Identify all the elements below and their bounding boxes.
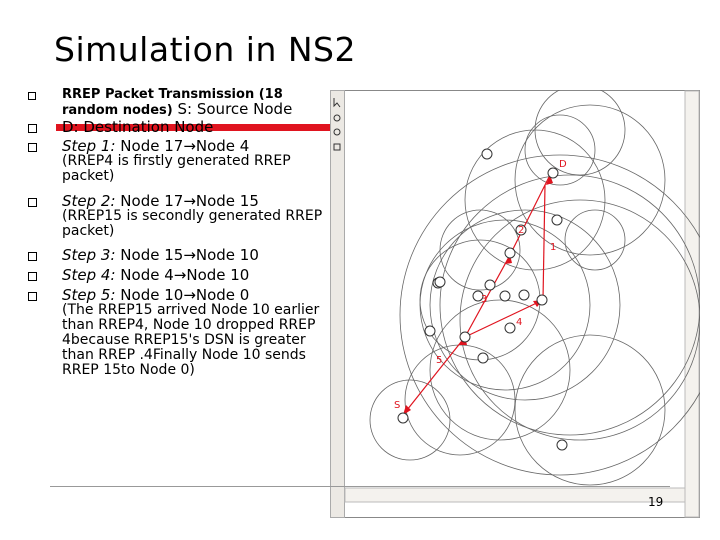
bullet-text	[62, 86, 328, 118]
scrollbar-horizontal[interactable]	[345, 488, 685, 502]
scrollbar[interactable]	[685, 91, 699, 517]
bullet-text	[62, 268, 328, 283]
step-from: Node 15	[115, 246, 184, 264]
step-label: Step 2:	[62, 192, 116, 210]
bullet-box-icon	[28, 252, 37, 261]
step-from: Node 17	[115, 192, 184, 210]
toolbar	[331, 91, 345, 518]
label-source: S	[394, 400, 401, 411]
ns2-simulation-screenshot	[330, 90, 700, 518]
slide-title: Simulation in NS2	[54, 30, 356, 69]
bullet-box-icon	[28, 272, 37, 281]
bullet-box-icon	[28, 143, 37, 152]
bullet-text: D: Destination Node	[62, 118, 214, 136]
bullet-box-icon	[28, 92, 36, 100]
step-from: Node 17	[115, 137, 184, 155]
label-destination: D	[559, 159, 567, 170]
network-diagram	[330, 90, 700, 518]
bullet-text	[62, 248, 328, 263]
step-to: Node 10	[195, 246, 259, 264]
label-step-1: 1	[550, 242, 557, 253]
bullet-text	[62, 139, 328, 184]
step-from: Node 4	[115, 266, 174, 284]
step-to: Node 15	[195, 192, 259, 210]
step-note: (RREP4 is firstly generated RREP packet)	[62, 153, 291, 184]
page-number: 19	[648, 495, 664, 509]
label-step-3: 3	[481, 294, 488, 305]
arrow-icon: →	[173, 266, 187, 284]
label-step-2: 2	[518, 225, 525, 236]
bullet-lead: RREP Packet Transmission (18 random nodes)	[62, 87, 283, 118]
step-note: (RREP15 is secondly generated RREP packet)	[62, 208, 323, 239]
step-to: Node 0	[195, 286, 250, 304]
bullet-box-icon	[28, 198, 37, 207]
step-label: Step 1:	[62, 137, 116, 155]
window-frame	[331, 91, 700, 518]
bullet-box-icon	[28, 124, 37, 133]
bullet-text	[62, 288, 328, 378]
arrow-icon: →	[183, 137, 196, 155]
step-label: Step 3:	[62, 246, 116, 264]
step-note: (The RREP15 arrived Node 10 earlier than RREP4, Node 10 dropped RREP 4because RREP15's DSN is greater than RREP .4Finally Node 10 sends RREP 15to Node 0)	[62, 302, 320, 378]
step-from: Node 10	[115, 286, 184, 304]
arrow-icon: →	[183, 286, 196, 304]
step-label: Step 4:	[62, 266, 116, 284]
step-label: Step 5:	[62, 286, 116, 304]
arrow-icon: →	[183, 192, 196, 210]
footer-divider	[50, 486, 670, 487]
label-step-5: 5	[436, 355, 443, 366]
step-to: Node 4	[195, 137, 250, 155]
arrow-icon: →	[183, 246, 196, 264]
bullet-rest: S: Source Node	[172, 100, 293, 118]
label-step-4: 4	[516, 317, 523, 328]
bullet-text	[62, 194, 328, 239]
step-to: Node 10	[186, 266, 250, 284]
bullet-box-icon	[28, 292, 37, 301]
